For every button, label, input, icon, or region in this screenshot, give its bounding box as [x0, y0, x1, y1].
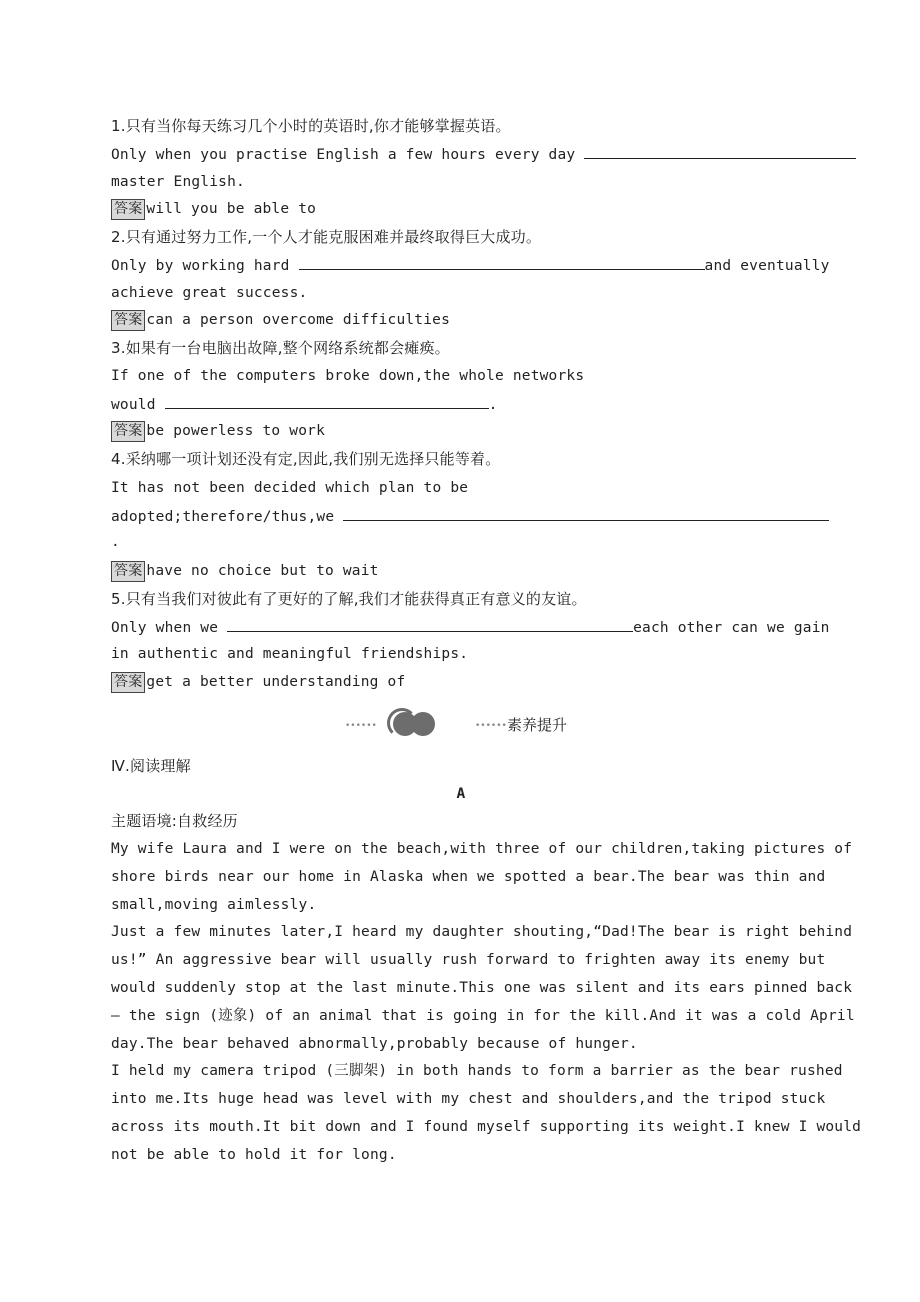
- answer-tag: 答案: [111, 561, 145, 582]
- q4-text: adopted;therefore/thus,we: [111, 509, 344, 525]
- q5-text-a: Only when we: [111, 620, 228, 636]
- q1-chinese: 1.只有当你每天练习几个小时的英语时,你才能够掌握英语。: [111, 117, 511, 135]
- section-title: 素养提升: [507, 716, 568, 734]
- passage-line: day.The bear behaved abnormally,probably because of hunger.: [111, 1036, 638, 1052]
- answer-tag: 答案: [111, 672, 145, 693]
- q5-english-line1: [111, 616, 830, 638]
- q3-chinese: 3.如果有一台电脑出故障,整个网络系统都会瘫痪。: [111, 339, 450, 357]
- q4-english-line1: It has not been decided which plan to be: [111, 480, 469, 496]
- q5-english-line2: in authentic and meaningful friendships.: [111, 646, 469, 662]
- passage-theme: 主题语境:自救经历: [111, 812, 238, 830]
- q3-answer: [111, 420, 325, 442]
- q3-english-line1: If one of the computers broke down,the whole networks: [111, 368, 585, 384]
- q1-text: Only when you practise English a few hours every day: [111, 147, 585, 163]
- passage-line: not be able to hold it for long.: [111, 1147, 397, 1163]
- q1-blank[interactable]: [584, 143, 856, 159]
- answer-tag: 答案: [111, 199, 145, 220]
- q4-english-line3: .: [111, 534, 120, 550]
- passage-line: small,moving aimlessly.: [111, 897, 317, 913]
- q2-text-a: Only by working hard: [111, 258, 299, 274]
- q5-chinese: 5.只有当我们对彼此有了更好的了解,我们才能获得真正有意义的友谊。: [111, 590, 587, 608]
- q3-blank[interactable]: [165, 393, 489, 409]
- q1-answer: [111, 198, 316, 220]
- q2-chinese: 2.只有通过努力工作,一个人才能克服困难并最终取得巨大成功。: [111, 228, 542, 246]
- q5-answer: [111, 671, 405, 693]
- q5-answer-text: get a better understanding of: [146, 674, 406, 690]
- q5-text-b: each other can we gain: [633, 620, 830, 636]
- q2-answer: [111, 309, 450, 331]
- passage-line: would suddenly stop at the last minute.This one was silent and its ears pinned back: [111, 980, 853, 996]
- q4-answer-text: have no choice but to wait: [146, 563, 379, 579]
- passage-line: — the sign (迹象) of an animal that is going in for the kill.And it was a cold April: [111, 1008, 855, 1024]
- q2-english-line1: [111, 254, 830, 276]
- passage-label: A: [456, 786, 466, 802]
- q4-english-line2: [111, 505, 829, 527]
- q3-answer-text: be powerless to work: [146, 423, 326, 439]
- section-divider: [111, 706, 811, 740]
- passage-line: us!” An aggressive bear will usually rush forward to frighten away its enemy but: [111, 952, 826, 968]
- passage-line: My wife Laura and I were on the beach,with three of our children,taking pictures of: [111, 841, 853, 857]
- passage-line: Just a few minutes later,I heard my daughter shouting,“Dad!The bear is right behind: [111, 924, 853, 940]
- q1-english-line2: master English.: [111, 174, 245, 190]
- q1-english-line1: [111, 143, 856, 165]
- q3-english-line2: [111, 393, 498, 415]
- answer-tag: 答案: [111, 421, 145, 442]
- q5-blank[interactable]: [227, 616, 633, 632]
- q2-text-b: and eventually: [704, 258, 830, 274]
- section-heading: Ⅳ.阅读理解: [111, 757, 191, 775]
- q2-english-line2: achieve great success.: [111, 285, 308, 301]
- q3-text-a: would: [111, 397, 165, 413]
- q2-answer-text: can a person overcome difficulties: [146, 312, 451, 328]
- q2-blank[interactable]: [299, 254, 705, 270]
- passage-line: into me.Its huge head was level with my chest and shoulders,and the tripod stuck: [111, 1091, 826, 1107]
- divider-dots-left: ••••••: [345, 721, 377, 731]
- answer-tag: 答案: [111, 310, 145, 331]
- divider-dots-right: ••••••: [475, 721, 507, 731]
- q1-answer-text: will you be able to: [146, 201, 317, 217]
- q4-blank[interactable]: [343, 505, 829, 521]
- passage-line: shore birds near our home in Alaska when we spotted a bear.The bear was thin and: [111, 869, 826, 885]
- passage-line: I held my camera tripod (三脚架) in both hands to form a barrier as the bear rushed: [111, 1063, 843, 1079]
- q4-chinese: 4.采纳哪一项计划还没有定,因此,我们别无选择只能等着。: [111, 450, 501, 468]
- q3-text-b: .: [488, 397, 498, 413]
- passage-line: across its mouth.It bit down and I found myself supporting its weight.I knew I would: [111, 1119, 862, 1135]
- divider-circle-icon: [411, 712, 435, 736]
- q4-answer: [111, 560, 379, 582]
